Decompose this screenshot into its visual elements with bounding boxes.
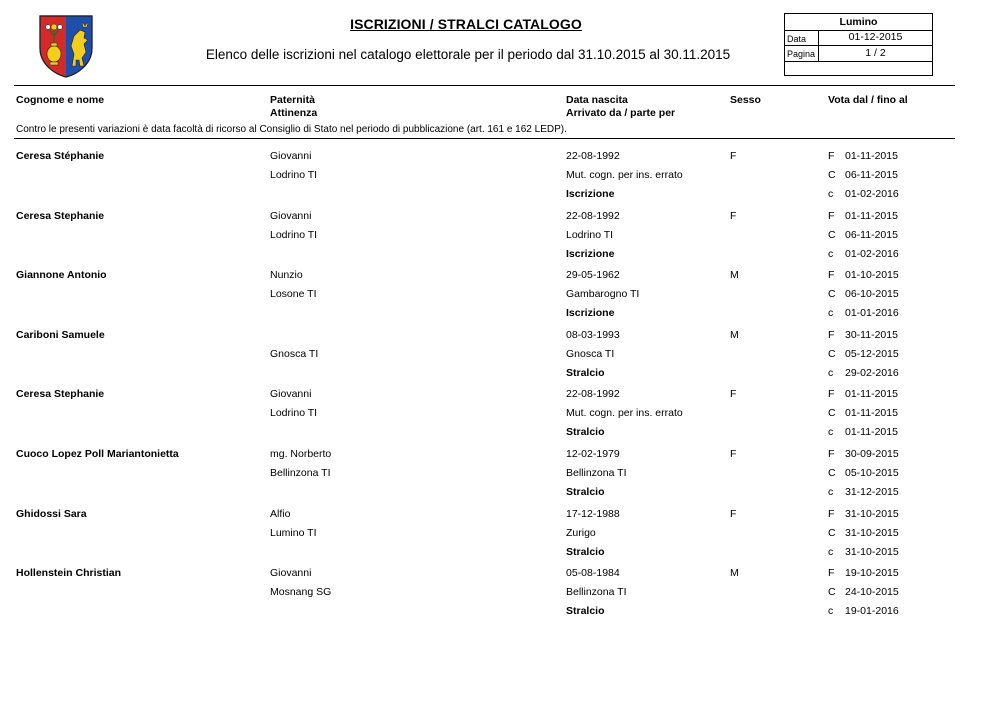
column-header-paternity-label: Paternità	[270, 94, 315, 106]
record-name: Ghidossi Sara	[16, 507, 87, 520]
record-vote-line	[828, 150, 898, 162]
vote-date: 19-10-2015	[845, 567, 899, 580]
vote-code: F	[828, 448, 835, 460]
vote-date: 31-10-2015	[845, 526, 899, 539]
record-moved: Gambarogno TI	[566, 288, 640, 301]
record-birth-date: 22-08-1992	[566, 388, 620, 401]
vote-date: 31-10-2015	[845, 545, 899, 558]
record-sex: F	[730, 150, 737, 162]
record-sex: F	[730, 209, 737, 222]
record-vote-line	[828, 307, 899, 319]
record-birth-date: 17-12-1988	[566, 507, 620, 520]
vote-date: 24-10-2015	[845, 586, 899, 599]
vote-code: C	[828, 407, 836, 420]
record-vote-line	[828, 467, 899, 479]
column-header-name: Cognome e nome	[16, 94, 105, 106]
vote-date: 01-02-2016	[845, 188, 899, 200]
record-name: Cuoco Lopez Poll Mariantonietta	[16, 448, 179, 460]
vote-date: 01-11-2015	[845, 209, 898, 222]
column-header-paternity	[270, 94, 317, 120]
record-vote-line	[828, 388, 898, 400]
record-vote-line	[828, 567, 899, 579]
vote-date: 05-10-2015	[845, 467, 899, 479]
record-paternity: Giovanni	[270, 388, 312, 401]
record-name: Giannone Antonio	[16, 269, 107, 282]
record-vote-line	[828, 508, 899, 520]
vote-date: 30-09-2015	[845, 448, 899, 460]
vote-code: F	[828, 388, 835, 401]
record-type: Stralcio	[566, 366, 605, 379]
vote-code: c	[828, 188, 834, 200]
header-top-rule	[14, 85, 955, 86]
vote-code: F	[828, 269, 835, 282]
record-birth-date: 22-08-1992	[566, 209, 620, 222]
vote-date: 01-10-2015	[845, 269, 899, 282]
record-moved: Bellinzona TI	[566, 467, 627, 479]
vote-code: F	[828, 507, 835, 520]
vote-date: 19-01-2016	[845, 605, 899, 618]
record-paternity: mg. Norberto	[270, 448, 332, 460]
record-vote-line	[828, 188, 899, 200]
column-header-vote: Vota dal / fino al	[828, 94, 908, 106]
vote-code: F	[828, 328, 835, 341]
date-value: 01-12-2015	[848, 31, 903, 43]
record-name: Ceresa Stéphanie	[16, 150, 105, 162]
record-name: Hollenstein Christian	[16, 567, 122, 580]
vote-code: c	[828, 366, 834, 379]
vote-date: 01-11-2015	[845, 150, 898, 162]
column-header-moved-label: Arrivato da / parte per	[566, 107, 676, 119]
record-sex: M	[730, 269, 739, 282]
record-vote-line	[828, 288, 899, 300]
record-paternity: Alfio	[270, 507, 291, 520]
vote-date: 06-11-2015	[845, 169, 898, 181]
record-birth-date: 08-03-1993	[566, 328, 620, 341]
record-origin: Lodrino TI	[270, 228, 318, 241]
column-header-sex: Sesso	[730, 94, 761, 106]
column-header-origin-label: Attinenza	[270, 107, 318, 119]
record-origin: Gnosca TI	[270, 347, 319, 360]
page-label: Pagina	[787, 49, 816, 59]
page-value: 1 / 2	[865, 47, 886, 59]
info-box	[784, 13, 933, 76]
record-vote-line	[828, 210, 898, 222]
vote-code: c	[828, 426, 834, 439]
vote-date: 01-11-2015	[845, 407, 898, 420]
vote-date: 30-11-2015	[845, 328, 898, 341]
record-birth-date: 05-08-1984	[566, 567, 620, 580]
record-paternity: Giovanni	[270, 209, 312, 222]
record-paternity: Giovanni	[270, 150, 312, 162]
record-sex: M	[730, 567, 739, 580]
vote-code: c	[828, 545, 834, 558]
record-name: Cariboni Samuele	[16, 328, 105, 341]
municipality-name: Lumino	[839, 16, 878, 28]
record-origin: Bellinzona TI	[270, 467, 331, 479]
vote-code: C	[828, 228, 836, 241]
record-moved: Zurigo	[566, 526, 596, 539]
record-type: Stralcio	[566, 545, 605, 558]
record-type: Stralcio	[566, 486, 605, 498]
record-vote-line	[828, 169, 898, 181]
record-origin: Lodrino TI	[270, 169, 318, 181]
document-subtitle: Elenco delle iscrizioni nel catalogo elettorale per il periodo dal 31.10.2015 al 30.11.2015	[205, 47, 731, 62]
vote-code: c	[828, 486, 834, 498]
column-header-birth	[566, 94, 675, 120]
record-sex: F	[730, 388, 737, 401]
record-moved: Mut. cogn. per ins. errato	[566, 407, 683, 420]
date-label: Data	[787, 34, 807, 44]
vote-date: 01-02-2016	[845, 247, 899, 260]
appeal-notice: Contro le presenti variazioni è data facoltà di ricorso al Consiglio di Stato nel periodo di pubblicazione (art. 161 e 162 LEDP).	[16, 124, 567, 135]
record-vote-line	[828, 546, 899, 558]
record-type: Iscrizione	[566, 247, 615, 260]
record-vote-line	[828, 407, 898, 419]
record-origin: Mosnang SG	[270, 586, 332, 599]
document-title: ISCRIZIONI / STRALCI CATALOGO	[350, 16, 582, 32]
record-sex: F	[730, 507, 737, 520]
vote-date: 06-11-2015	[845, 228, 898, 241]
vote-code: c	[828, 247, 834, 260]
vote-code: F	[828, 567, 835, 580]
record-vote-line	[828, 486, 899, 498]
vote-date: 06-10-2015	[845, 288, 899, 301]
vote-date: 31-12-2015	[845, 486, 899, 498]
record-birth-date: 12-02-1979	[566, 448, 620, 460]
record-paternity: Nunzio	[270, 269, 303, 282]
vote-code: c	[828, 605, 834, 618]
record-name: Ceresa Stephanie	[16, 209, 105, 222]
record-vote-line	[828, 248, 899, 260]
vote-code: F	[828, 150, 835, 162]
record-vote-line	[828, 229, 898, 241]
column-header-birth-label: Data nascita	[566, 94, 628, 106]
record-vote-line	[828, 605, 899, 617]
record-vote-line	[828, 348, 899, 360]
vote-code: C	[828, 347, 836, 360]
record-moved: Lodrino TI	[566, 228, 614, 241]
vote-code: C	[828, 169, 836, 181]
record-type: Iscrizione	[566, 307, 615, 320]
record-origin: Lodrino TI	[270, 407, 318, 420]
vote-code: c	[828, 307, 834, 320]
record-vote-line	[828, 269, 899, 281]
record-paternity: Giovanni	[270, 567, 312, 580]
record-vote-line	[828, 426, 898, 438]
record-sex: F	[730, 448, 737, 460]
record-type: Stralcio	[566, 426, 605, 439]
record-birth-date: 22-08-1992	[566, 150, 620, 162]
vote-code: C	[828, 586, 836, 599]
record-moved: Mut. cogn. per ins. errato	[566, 169, 683, 181]
vote-code: C	[828, 288, 836, 301]
record-name: Ceresa Stephanie	[16, 388, 105, 401]
vote-code: F	[828, 209, 835, 222]
record-type: Iscrizione	[566, 188, 615, 200]
vote-date: 31-10-2015	[845, 507, 899, 520]
header-bottom-rule	[14, 138, 955, 139]
vote-date: 05-12-2015	[845, 347, 899, 360]
record-vote-line	[828, 586, 899, 598]
record-vote-line	[828, 367, 899, 379]
vote-date: 01-11-2015	[845, 388, 898, 401]
record-vote-line	[828, 448, 899, 460]
vote-date: 01-11-2015	[845, 426, 898, 439]
record-birth-date: 29-05-1962	[566, 269, 620, 282]
vote-code: C	[828, 526, 836, 539]
record-sex: M	[730, 328, 739, 341]
record-vote-line	[828, 329, 898, 341]
vote-code: C	[828, 467, 836, 479]
record-moved: Gnosca TI	[566, 347, 615, 360]
vote-date: 29-02-2016	[845, 366, 899, 379]
record-origin: Lumino TI	[270, 526, 317, 539]
record-moved: Bellinzona TI	[566, 586, 627, 599]
record-origin: Losone TI	[270, 288, 317, 301]
record-vote-line	[828, 527, 899, 539]
record-type: Stralcio	[566, 605, 605, 618]
vote-date: 01-01-2016	[845, 307, 899, 320]
